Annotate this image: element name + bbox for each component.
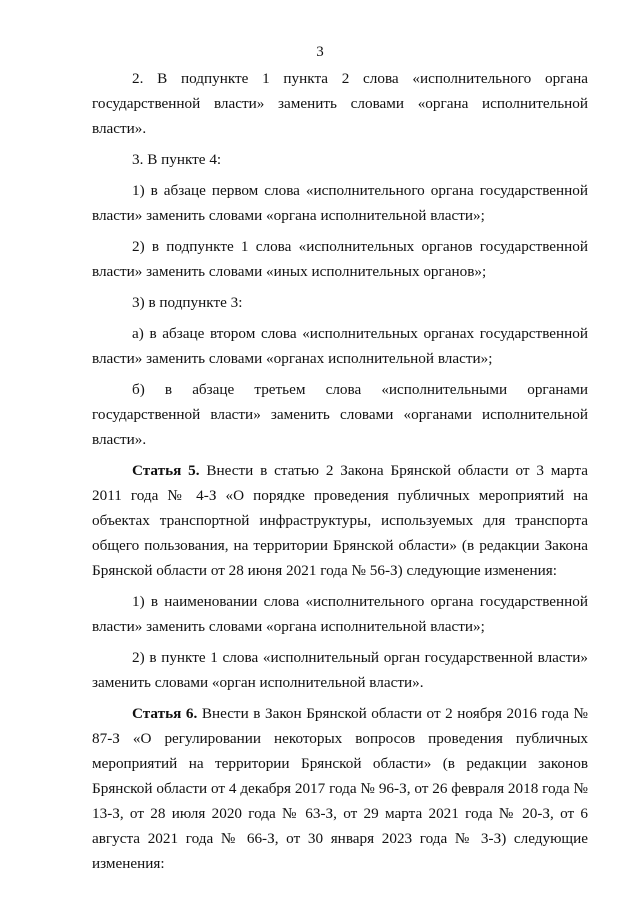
paragraph-7: б) в абзаце третьем слова «исполнительными органами государственной власти» заменить словами «органами исполнительной власти». — [92, 381, 588, 448]
paragraph-10: 2) в пункте 1 слова «исполнительный орган государственной власти» заменить словами «орган исполнительной власти». — [92, 649, 588, 691]
paragraph-3: 1) в абзаце первом слова «исполнительного органа государственной власти» заменить словами «органа исполнительной власти»; — [92, 182, 588, 224]
article-6-label: Статья 6. — [132, 705, 198, 722]
paragraph-6: а) в абзаце втором слова «исполнительных органах государственной власти» заменить словами «органах исполнительной власти»; — [92, 325, 588, 367]
article-6 — [92, 701, 588, 876]
paragraph-1: 2. В подпункте 1 пункта 2 слова «исполнительного органа государственной власти» заменить словами «органа исполнительной власти». — [92, 70, 588, 137]
document-body — [92, 66, 588, 882]
article-6-text: Внести в Закон Брянской области от 2 ноября 2016 года № 87-З «О регулировании некоторых вопросов проведения публичных мероприятий на территории Брянской области» (в редакции законов Брянской области от 4 декабря 2017 года № 96-З, от 26 февраля 2018 года № 13-З, от 28 июля 2020 года № 63-З, от 29 марта 2021 года № 20-З, от 6 августа 2021 года № 66-З, от 30 января 2023 года № 3-З) следующие изменения: — [92, 705, 588, 872]
article-5-label: Статья 5. — [132, 462, 200, 479]
article-5-text: Внести в статью 2 Закона Брянской области от 3 марта 2011 года № 4-З «О порядке проведения публичных мероприятий на объектах транспортной инфраструктуры, используемых для транспорта общего пользования, на территории Брянской области» (в редакции Закона Брянской области от 28 июня 2021 года № 56-З) следующие изменения: — [92, 462, 588, 579]
page-number: 3 — [316, 44, 324, 60]
paragraph-9: 1) в наименовании слова «исполнительного органа государственной власти» заменить словами «органа исполнительной власти»; — [92, 593, 588, 635]
article-5 — [92, 458, 588, 583]
paragraph-2: 3. В пункте 4: — [132, 151, 222, 168]
paragraph-5: 3) в подпункте 3: — [132, 294, 243, 311]
paragraph-4: 2) в подпункте 1 слова «исполнительных органов государственной власти» заменить словами «иных исполнительных органов»; — [92, 238, 588, 280]
